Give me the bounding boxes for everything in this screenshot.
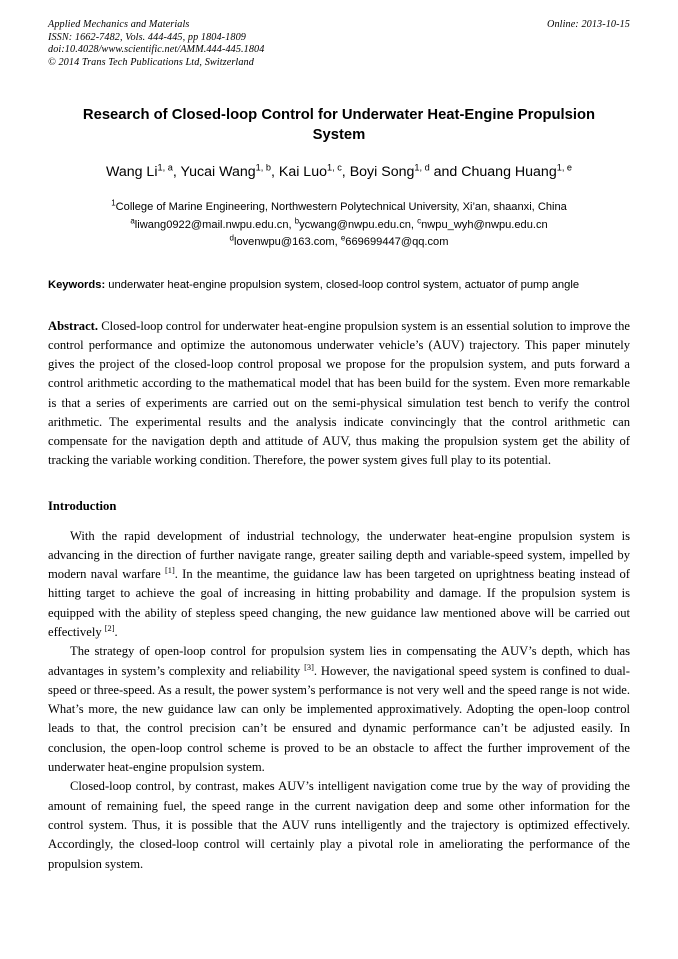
affiliation-text: College of Marine Engineering, Northwestern Polytechnical University, Xi’an, shaanxi, China [115, 201, 567, 214]
email-line-1 [48, 217, 630, 235]
author-entry [279, 164, 350, 180]
email-address[interactable]: liwang0922@mail.nwpu.edu.cn [134, 218, 289, 231]
author-separator: , [172, 164, 181, 181]
abstract-text: Closed-loop control for underwater heat-engine propulsion system is an essential solution to improve the control performance and optimize the autonomous underwater vehicle’s (AUV) trajectory. This paper minutely gives the project of the closed-loop control proposal we propose for the propulsion system, and puts forward a control arithmetic according to the mathematical model that has been build for the system. Even more remarkable is that a series of experiments are carried out on the semi-physical simulation test bench to verify the control arithmetic. The experimental results and the analysis indicate convincingly that the control arithmetic can compensate for the navigation depth and attitude of AUV, thus making the propulsion system get the ability of tracking the variable working condition. Therefore, the power system gives full play to its potential. [48, 318, 630, 468]
author-affiliation-marker: 1, b [255, 162, 271, 173]
section-heading-introduction: Introduction [48, 498, 117, 513]
email-address[interactable]: ycwang@nwpu.edu.cn [299, 218, 411, 231]
paragraph-text: Closed-loop control, by contrast, makes AUV’s intelligent navigation come true by the way of providing the amount of remaining fuel, the speed range in the current navigation deep and some other information for the control system. Thus, it is possible that the AUV runs intelligently and the trajectory is optimized effectively. Accordingly, the closed-loop control will certainly play a pivotal role in ameliorating the performance of the propulsion system. [48, 779, 630, 871]
author-affiliation-marker: 1, d [414, 162, 430, 173]
journal-header [48, 19, 630, 69]
email-marker: d [229, 233, 234, 243]
email-address[interactable]: nwpu_wyh@nwpu.edu.cn [421, 218, 548, 231]
journal-doi: doi:10.4028/www.scientific.net/AMM.444-445.1804 [48, 44, 265, 56]
paragraph-text: With the rapid development of industrial technology, the underwater heat-engine propulsion system is advancing in the direction of further navigate range, greater sailing depth and variable-speed system, impelled by modern naval warfare [48, 528, 630, 582]
email-address[interactable]: lovenwpu@163.com [233, 236, 335, 249]
email-separator: , [334, 236, 341, 249]
email-marker: c [417, 216, 422, 226]
author-entry [180, 164, 278, 180]
journal-name: Applied Mechanics and Materials [48, 19, 190, 30]
author-affiliation-marker: 1, c [326, 162, 342, 173]
email-line-2 [48, 234, 630, 252]
paragraph-text: . However, the navigational speed system is confined to dual-speed or three-speed. As a result, the power system’s performance is not very well and the speed range is not wide. What’s more, the new guidance law can only be implemented approximatively. Adopting the open-loop control leads to that, the control precision can’t be ensured and dynamic performance can’t be adjusted easily. In conclusion, the open-loop control scheme is proved to be an obstacle to affect the further improvement of the underwater heat-engine propulsion system. [48, 663, 630, 775]
paragraph-text: . In the meantime, the guidance law has been targeted on uprightness beating instead of hitting target to achieve the goal of increasing in hitting probability and damage. If the propulsion system is equipped with the ability of stepless speed changing, the new guidance law mentioned above will be carried out effectively [48, 567, 630, 639]
journal-copyright: © 2014 Trans Tech Publications Ltd, Switzerland [48, 56, 254, 68]
affiliation-marker: 1 [111, 198, 116, 208]
abstract-label: Abstract. [48, 318, 99, 333]
paragraph [48, 527, 630, 643]
author-entry [461, 164, 572, 180]
author-name: Chuang Huang [461, 164, 557, 181]
keywords-section [48, 277, 630, 294]
paragraph [48, 642, 630, 777]
journal-header-left [48, 19, 630, 69]
author-name: Boyi Song [349, 164, 415, 181]
paper-content [48, 19, 630, 874]
author-entry [106, 164, 181, 180]
author-name: Kai Luo [278, 164, 327, 181]
author-separator: and [429, 164, 462, 181]
journal-issn: ISSN: 1662-7482, Vols. 444-445, pp 1804-1809 [48, 31, 246, 43]
author-separator: , [341, 164, 350, 181]
author-affiliation-marker: 1, a [157, 162, 173, 173]
online-date: Online: 2013-10-15 [546, 19, 630, 30]
author-list [48, 163, 630, 182]
keywords-text: underwater heat-engine propulsion system, closed-loop control system, actuator of pump angle [105, 278, 580, 291]
paragraph-text: The strategy of open-loop control for propulsion system lies in compensating the AUV’s depth, which has advantages in system’s complexity and reliability [48, 644, 630, 678]
email-separator: , [410, 218, 418, 231]
author-name: Yucai Wang [180, 164, 256, 181]
email-separator: , [288, 218, 295, 231]
citation-ref[interactable]: [3] [304, 662, 314, 672]
citation-ref[interactable]: [2] [104, 623, 115, 633]
paragraph-text: . [114, 624, 118, 639]
email-marker: e [340, 233, 346, 243]
affiliation-line [48, 199, 630, 217]
email-address[interactable]: 669699447@qq.com [345, 236, 449, 249]
author-affiliation-marker: 1, e [556, 162, 573, 173]
affiliation-block [48, 199, 630, 252]
author-separator: , [270, 164, 279, 181]
email-marker: a [130, 216, 135, 226]
keywords-label: Keywords: [48, 278, 106, 291]
citation-ref[interactable]: [1] [164, 565, 175, 575]
abstract-section [48, 317, 630, 471]
author-entry [350, 164, 462, 180]
page-title: Research of Closed-loop Control for Underwater Heat-Engine Propulsion System [82, 107, 596, 144]
author-name: Wang Li [105, 164, 158, 181]
email-marker: b [294, 216, 300, 226]
paragraph [48, 777, 630, 873]
